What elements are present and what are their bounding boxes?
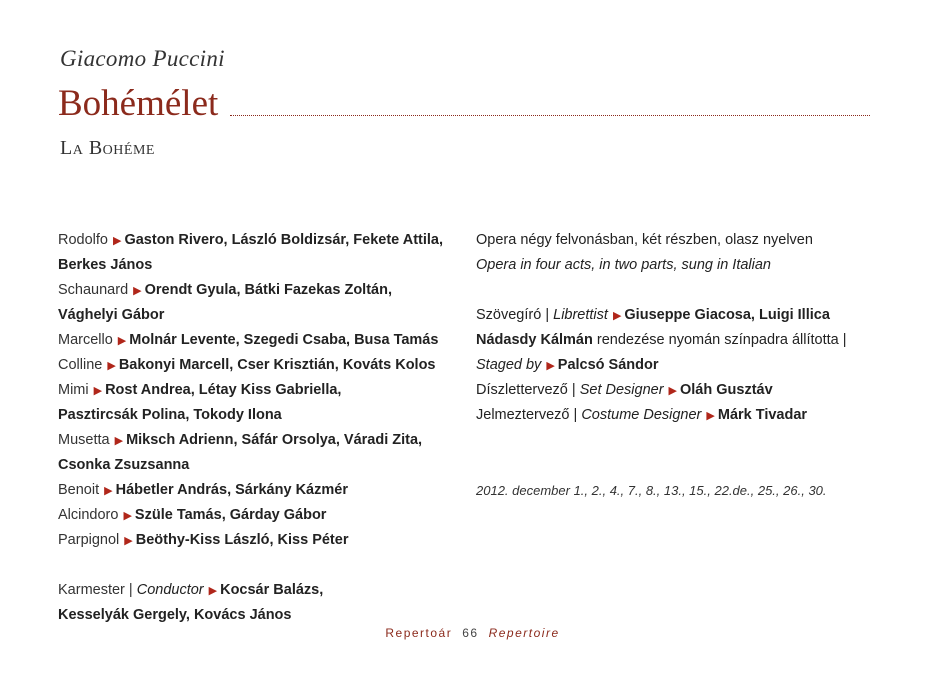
cast-line [58,278,458,303]
performer-names: Pasztircsák Polina, Tokody Ilona [58,407,282,423]
set-label-hu: Díszlettervező | [476,382,576,398]
set-label-en: Set Designer [579,382,664,398]
performer-names: Beöthy-Kiss László, Kiss Péter [135,532,349,548]
opera-subtitle: La Bohéme [60,137,155,159]
staged-by-name: Palcsó Sándor [557,357,659,373]
title-dotted-rule [230,115,870,116]
page-number: 66 [462,626,479,640]
role-name: Schaunard [58,282,129,298]
triangle-right-icon: ▶ [668,385,677,397]
spacer [476,428,876,453]
cast-line [58,453,458,478]
cast-line [58,328,458,353]
performer-names: Szüle Tamás, Gárday Gábor [134,507,327,523]
triangle-right-icon: ▶ [208,585,218,597]
performer-names: Molnár Levente, Szegedi Csaba, Busa Tamás [129,332,439,348]
triangle-right-icon: ▶ [93,385,103,397]
staging-line [476,328,876,353]
costume-designer-name: Márk Tivadar [717,407,808,423]
triangle-right-icon: ▶ [612,310,622,322]
triangle-right-icon: ▶ [133,285,142,297]
costume-label-en: Costume Designer [581,407,702,423]
performer-names: Rost Andrea, Létay Kiss Gabriella, [105,382,342,398]
conductor-names: Kesselyák Gergely, Kovács János [58,607,292,623]
spacer [58,553,458,578]
conductor-line [58,578,458,603]
set-designer-line [476,378,876,403]
staged-by-line [476,353,876,378]
performer-names: Vághelyi Gábor [58,307,165,323]
staging-text: rendezése nyomán színpadra állította | [596,332,847,348]
info-column [476,228,876,503]
librettist-label-en: Librettist [553,307,608,323]
cast-line [58,253,458,278]
spacer [476,453,876,478]
role-name: Musetta [58,432,110,448]
role-name: Mimi [58,382,89,398]
triangle-right-icon: ▶ [706,410,715,422]
set-designer-name: Oláh Gusztáv [680,382,773,398]
triangle-right-icon: ▶ [117,335,127,347]
spacer [476,278,876,303]
role-name: Parpignol [58,532,120,548]
librettist-label-hu: Szövegíró | [476,307,550,323]
staging-name: Nádasdy Kálmán [476,332,593,348]
librettist-names: Giuseppe Giacosa, Luigi Illica [624,307,830,323]
cast-line [58,528,458,553]
costume-designer-line [476,403,876,428]
performer-names: Bakonyi Marcell, Cser Krisztián, Kováts Kolos [118,357,436,373]
performer-names: Berkes János [58,257,153,273]
role-name: Colline [58,357,103,373]
role-name: Benoit [58,482,100,498]
cast-line [58,378,458,403]
performer-names: Csonka Zsuzsanna [58,457,190,473]
cast-line [58,303,458,328]
role-name: Marcello [58,332,113,348]
cast-line [58,503,458,528]
performer-names: Hábetler András, Sárkány Kázmér [115,482,348,498]
footer-section-hu: Repertoár [385,626,453,640]
cast-line [58,403,458,428]
triangle-right-icon: ▶ [546,360,555,372]
cast-line [58,428,458,453]
conductor-line [58,603,458,628]
performer-names: Miksch Adrienn, Sáfár Orsolya, Váradi Zita, [126,432,423,448]
footer-section-en: Repertoire [488,626,560,640]
composer-name: Giacomo Puccini [60,46,225,71]
page-footer [0,626,945,640]
conductor-names: Kocsár Balázs, [220,582,324,598]
conductor-label-en: Conductor [136,582,204,598]
role-name: Alcindoro [58,507,119,523]
triangle-right-icon: ▶ [124,535,133,547]
opera-title: Bohémélet [58,83,219,124]
performance-dates: 2012. december 1., 2., 4., 7., 8., 13., 15., 22.de., 25., 26., 30. [476,483,827,498]
triangle-right-icon: ▶ [104,485,113,497]
title-row [58,80,870,124]
conductor-label-hu: Karmester | [58,582,133,598]
description-hu: Opera négy felvonásban, két részben, olasz nyelven [476,232,813,248]
librettist-line [476,303,876,328]
triangle-right-icon: ▶ [114,435,124,447]
performer-names: Orendt Gyula, Bátki Fazekas Zoltán, [144,282,392,298]
description-en: Opera in four acts, in two parts, sung in Italian [476,257,771,273]
cast-line [58,228,458,253]
cast-line [58,353,458,378]
staged-by-label: Staged by [476,357,542,373]
role-name: Rodolfo [58,232,108,248]
performer-names: Gaston Rivero, László Boldizsár, Fekete Attila, [124,232,443,248]
cast-line [58,478,458,503]
triangle-right-icon: ▶ [107,360,116,372]
costume-label-hu: Jelmeztervező | [476,407,578,423]
cast-column [58,228,458,628]
triangle-right-icon: ▶ [123,510,132,522]
triangle-right-icon: ▶ [112,235,122,247]
